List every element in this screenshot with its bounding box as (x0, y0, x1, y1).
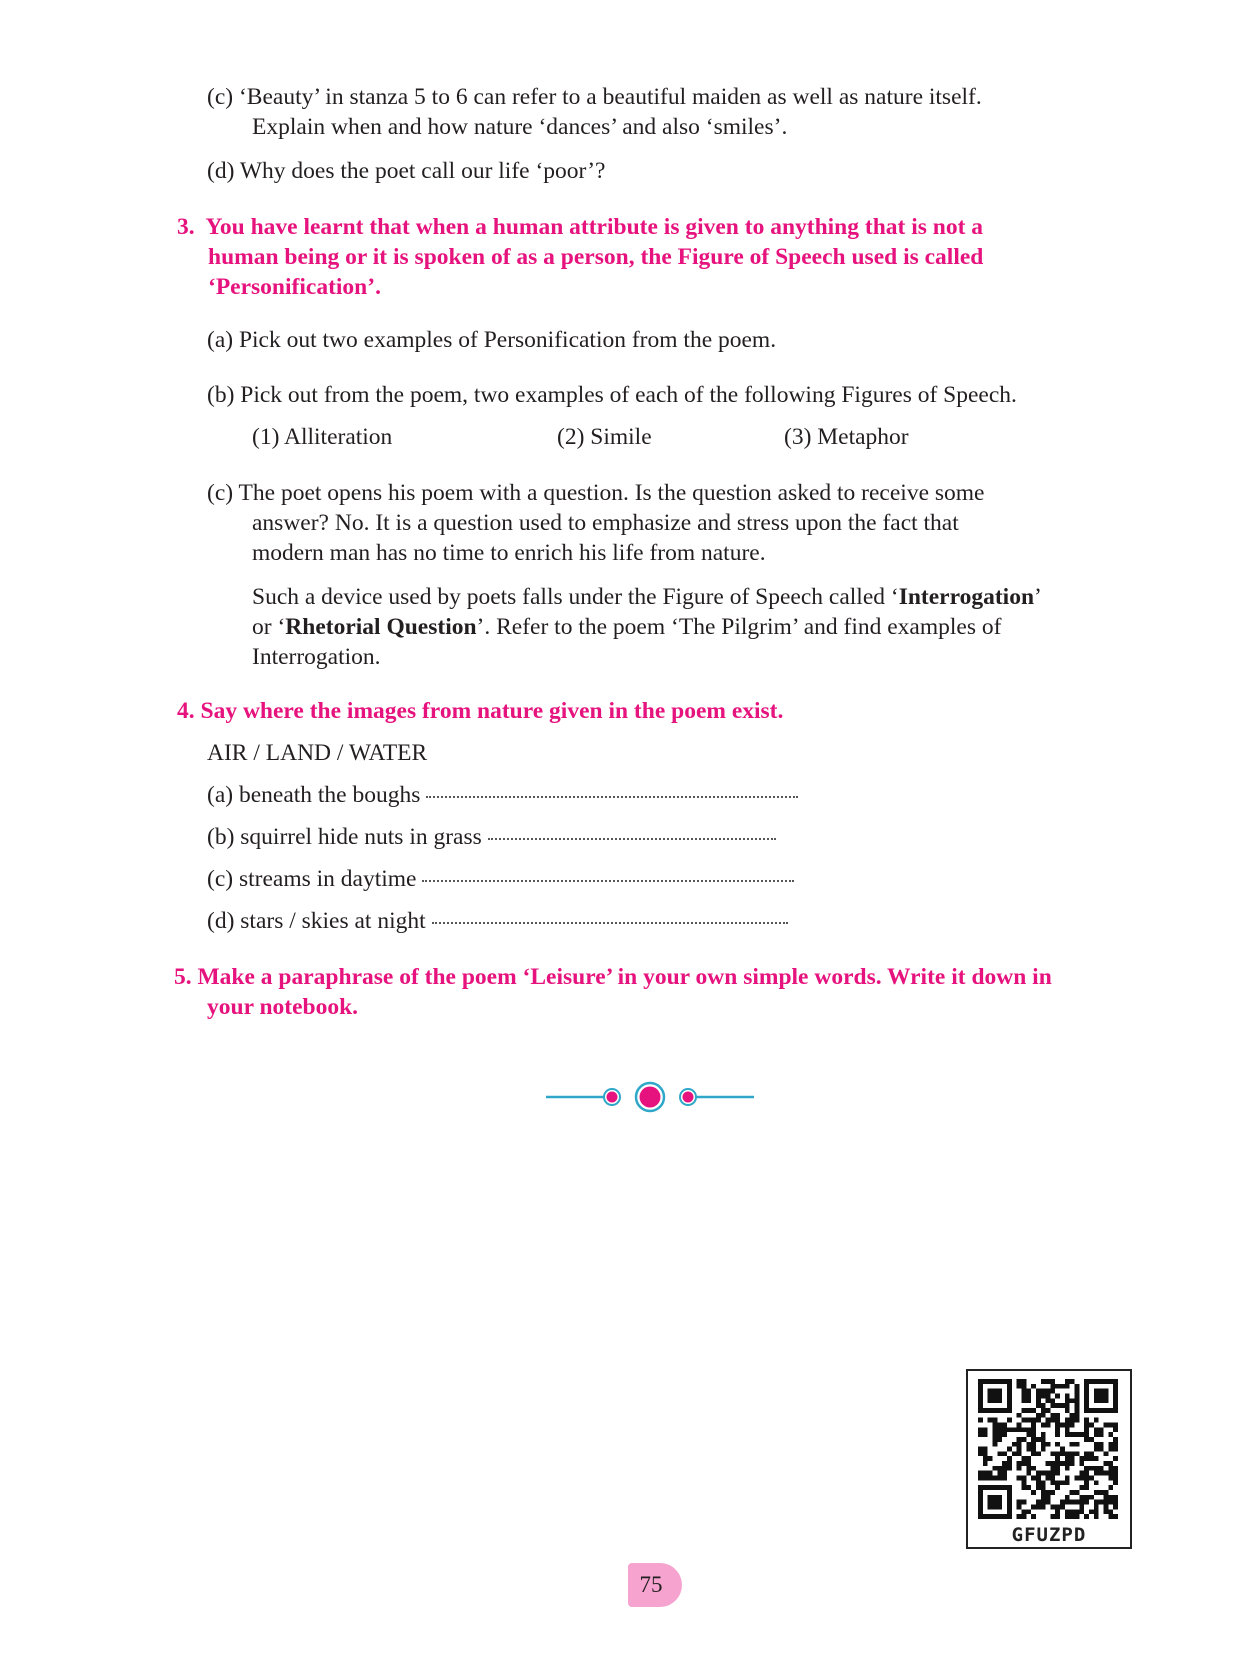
device-text-or: or ‘ (252, 614, 286, 640)
q3-figures-row (0, 422, 1241, 454)
q2-c-line2: Explain when and how nature ‘dances’ and also ‘smiles’. (252, 114, 788, 140)
q4-item-a-label: (a) beneath the boughs (207, 782, 421, 808)
figure-alliteration: (1) Alliteration (252, 424, 393, 450)
qr-code-box[interactable] (966, 1369, 1132, 1549)
q3-device-line3: Interrogation. (252, 644, 381, 670)
q3-heading-line3: ‘Personification’. (208, 274, 381, 300)
q4-heading: 4. Say where the images from nature given in the poem exist. (177, 698, 784, 724)
section-divider (540, 1078, 760, 1116)
q3-heading (177, 212, 1117, 302)
q3-c-line3: modern man has no time to enrich his life from nature. (252, 540, 766, 566)
q4-item-d-label: (d) stars / skies at night (207, 908, 426, 934)
term-rhetorial-question: Rhetorial Question (285, 614, 477, 640)
q2-item-c (207, 82, 1107, 142)
page-number-tab (628, 1563, 682, 1607)
q3-item-a: (a) Pick out two examples of Personification from the poem. (207, 327, 777, 353)
q4-item-b (207, 822, 776, 852)
answer-blank[interactable] (488, 838, 776, 840)
figure-simile: (2) Simile (557, 424, 652, 450)
q4-item-d (207, 906, 788, 936)
device-quote-close: ’ (1034, 584, 1042, 610)
q5-heading (174, 962, 1134, 1022)
q3-device-line1 (252, 582, 1132, 612)
q3-heading-line1: You have learnt that when a human attribute is given to anything that is not a (205, 214, 984, 240)
qr-code-icon (978, 1379, 1118, 1519)
q3-number: 3. (177, 214, 195, 240)
q3-device-paragraph (252, 582, 1132, 672)
q5-heading-line2: your notebook. (207, 994, 359, 1020)
qr-code-label: GFUZPD (1011, 1524, 1087, 1546)
q3-item-c (207, 478, 1107, 568)
q4-item-b-label: (b) squirrel hide nuts in grass (207, 824, 482, 850)
q5-heading-line1: 5. Make a paraphrase of the poem ‘Leisure’ in your own simple words. Write it down in (174, 964, 1052, 990)
answer-blank[interactable] (426, 796, 798, 798)
term-interrogation: Interrogation (898, 584, 1035, 610)
device-text-pre: Such a device used by poets falls under the Figure of Speech called ‘ (252, 584, 899, 610)
q4-item-c (207, 864, 794, 894)
q3-heading-line2: human being or it is spoken of as a person, the Figure of Speech used is called (208, 244, 984, 270)
answer-blank[interactable] (432, 922, 788, 924)
q2-c-line1: (c) ‘Beauty’ in stanza 5 to 6 can refer to a beautiful maiden as well as nature itself. (207, 84, 982, 110)
q3-device-line2 (252, 612, 1132, 642)
page-number: 75 (639, 1572, 663, 1597)
device-text-post: ’. Refer to the poem ‘The Pilgrim’ and find examples of (476, 614, 1002, 640)
q4-options: AIR / LAND / WATER (207, 740, 428, 766)
figure-metaphor: (3) Metaphor (784, 424, 909, 450)
q4-item-c-label: (c) streams in daytime (207, 866, 417, 892)
answer-blank[interactable] (422, 880, 794, 882)
q3-c-line2: answer? No. It is a question used to emphasize and stress upon the fact that (252, 510, 959, 536)
q2-item-d: (d) Why does the poet call our life ‘poor’? (207, 158, 606, 184)
q4-item-a (207, 780, 798, 810)
q3-item-b: (b) Pick out from the poem, two examples of each of the following Figures of Speech. (207, 382, 1017, 408)
q3-c-line1: (c) The poet opens his poem with a question. Is the question asked to receive some (207, 480, 985, 506)
